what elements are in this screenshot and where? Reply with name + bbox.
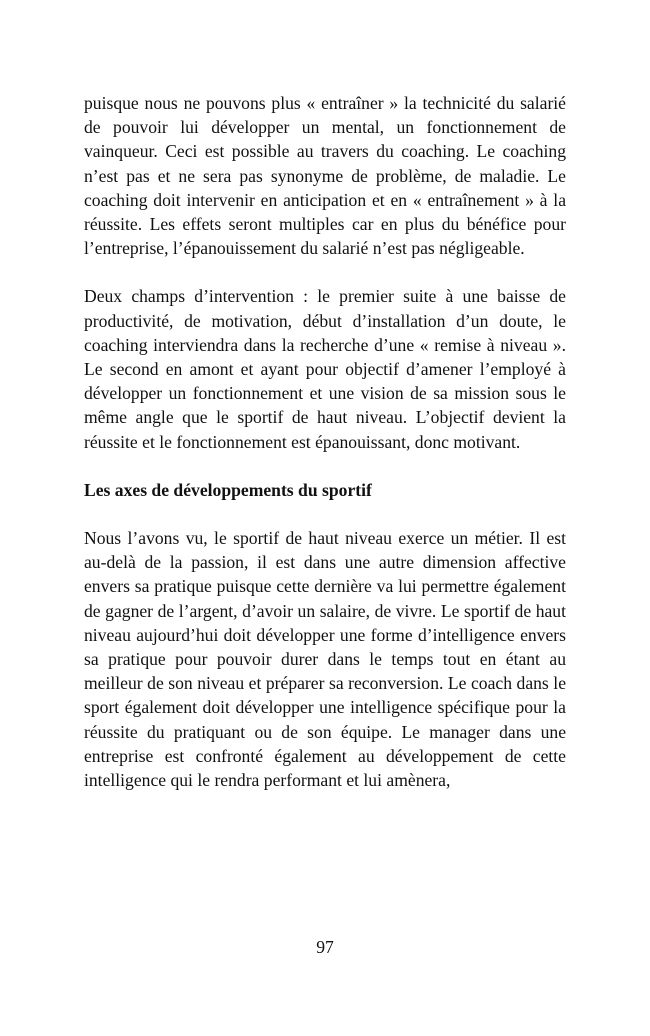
paragraph-sportif-axes: Nous l’avons vu, le sportif de haut niveau exerce un métier. Il est au-delà de la passion, il est dans une autre dimension affective envers sa pratique puisque cette dernière va lui permettre également de gagner de l’argent, d’avoir un salaire, de vivre. Le sportif de haut niveau aujourd’hui doit développer une forme d’intelligence envers sa pratique pour pouvoir durer dans le temps tout en étant au meilleur de son niveau et préparer sa reconversion. Le coach dans le sport également doit développer une intelligence spécifique pour la réussite du pratiquant ou de son équipe. Le manager dans une entreprise est confronté également au développement de cette intelligence qui le rendra performant et lui amènera, (84, 528, 566, 791)
page-number: 97 (316, 937, 334, 957)
page-body (84, 91, 566, 792)
paragraph-two-fields: Deux champs d’intervention : le premier suite à une baisse de productivité, de motivation, début d’installation d’un doute, le coaching interviendra dans la recherche d’une « remise à niveau ». Le second en amont et ayant pour objectif d’amener l’employé à développer un fonctionnement et une vision de sa mission sous le même angle que le sportif de haut niveau. L’objectif devient la réussite et le fonctionnement est épanouissant, donc motivant. (84, 286, 566, 452)
paragraph-coaching-intro: puisque nous ne pouvons plus « entraîner » la technicité du salarié de pouvoir lui développer un mental, un fonctionnement de vainqueur. Ceci est possible au travers du coaching. Le coaching n’est pas et ne sera pas synonyme de problème, de maladie. Le coaching doit intervenir en anticipation et en « entraînement » à la réussite. Les effets seront multiples car en plus du bénéfice pour l’entreprise, l’épanouissement du salarié n’est pas négligeable. (84, 93, 566, 259)
section-heading: Les axes de développements du sportif (84, 479, 372, 500)
